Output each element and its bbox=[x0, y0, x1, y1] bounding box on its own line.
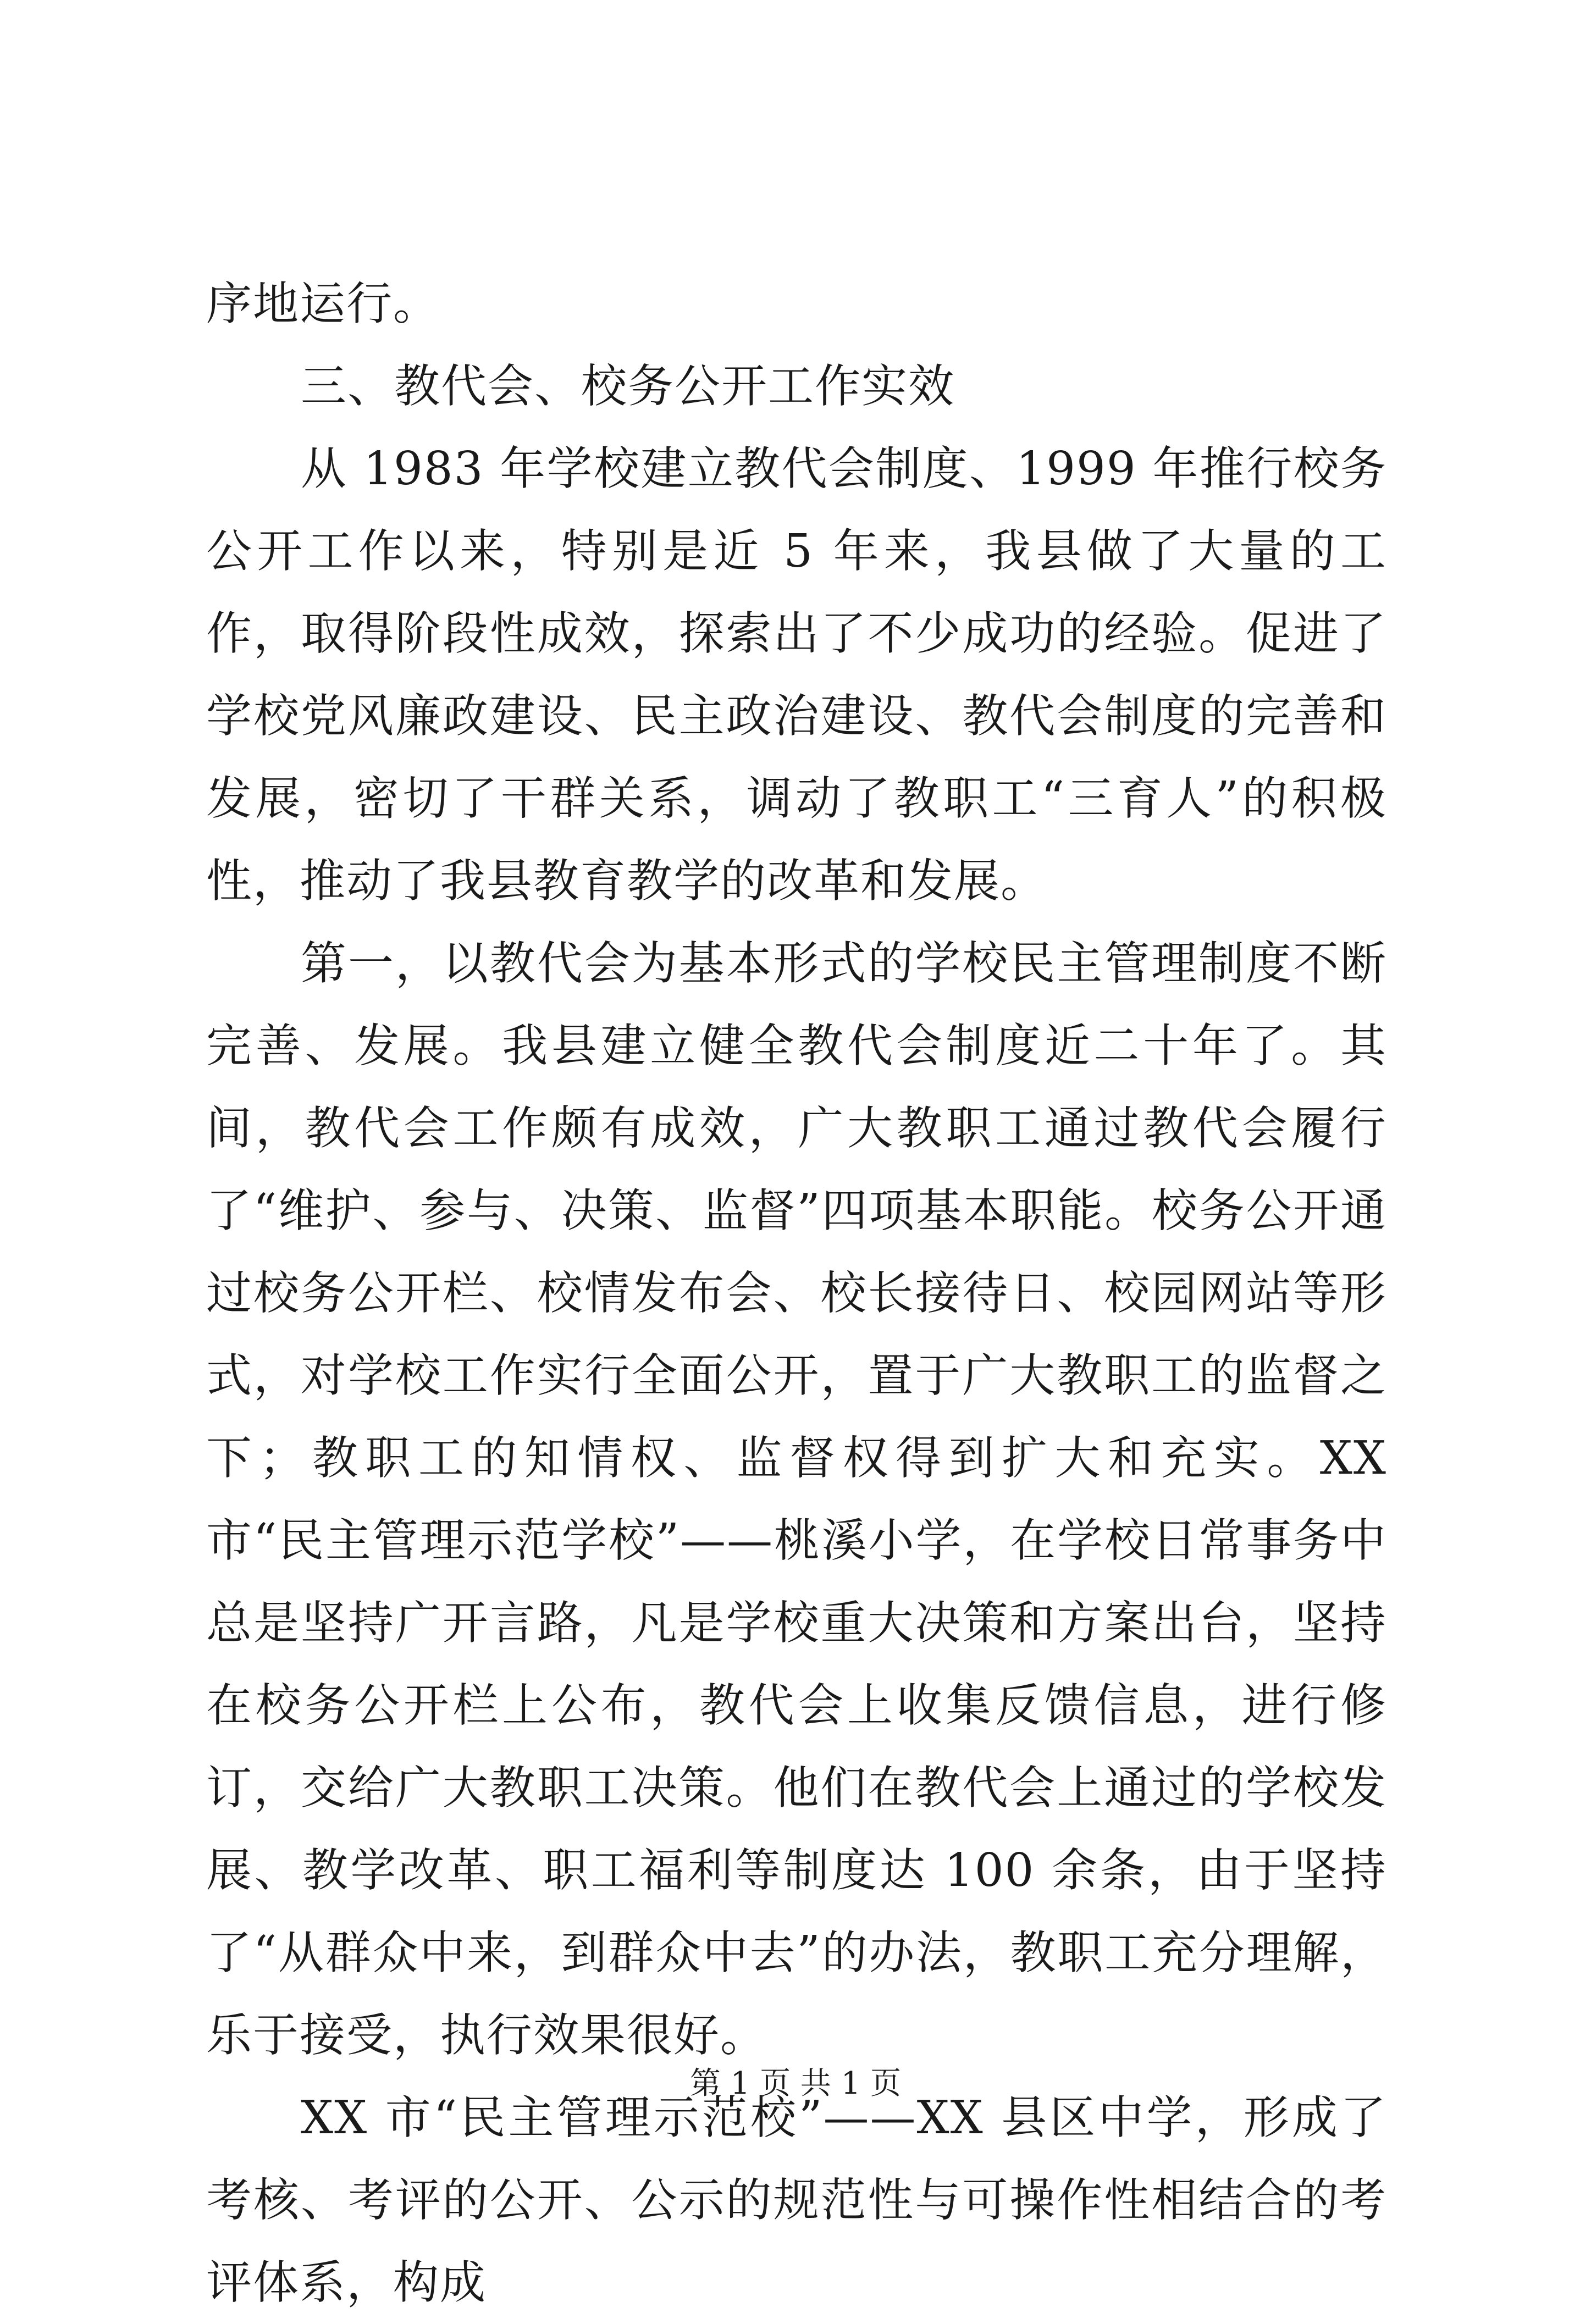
paragraph-first-point: 第一，以教代会为基本形式的学校民主管理制度不断完善、发展。我县建立健全教代会制度近二十年了。其间，教代会工作颇有成效，广大教职工通过教代会履行了“维护、参与、决策、监督”四项基本职能。校务公开通过校务公开栏、校情发布会、校长接待日、校园网站等形式，对学校工作实行全面公开，置于广大教职工的监督之下；教职工的知情权、监督权得到扩大和充实。XX 市“民主管理示范学校”——桃溪小学，在学校日常事务中总是坚持广开言路，凡是学校重大决策和方案出台，坚持在校务公开栏上公布，教代会上收集反馈信息，进行修订，交给广大教职工决策。他们在教代会上通过的学校发展、教学改革、职工福利等制度达 100 余条，由于坚持了“从群众中来，到群众中去”的办法，教职工充分理解，乐于接受，执行效果很好。 bbox=[206, 937, 1387, 2062]
document-body bbox=[206, 263, 1387, 2324]
paragraph-example: XX 市“民主管理示范校”——XX 县区中学，形成了考核、考评的公开、公示的规范性与可操作性相结合的考评体系，构成 bbox=[206, 2091, 1387, 2309]
paragraph-continuation: 序地运行。 bbox=[206, 277, 440, 330]
page-footer: 第 1 页 共 1 页 bbox=[689, 2066, 902, 2101]
paragraph-intro: 从 1983 年学校建立教代会制度、1999 年推行校务公开工作以来，特别是近 5 年来，我县做了大量的工作，取得阶段性成效，探索出了不少成功的经验。促进了学校党风廉政建设、民主政治建设、教代会制度的完善和发展，密切了干群关系，调动了教职工“三育人”的积极性，推动了我县教育教学的改革和发展。 bbox=[206, 442, 1387, 908]
section-heading: 三、教代会、校务公开工作实效 bbox=[301, 359, 955, 413]
